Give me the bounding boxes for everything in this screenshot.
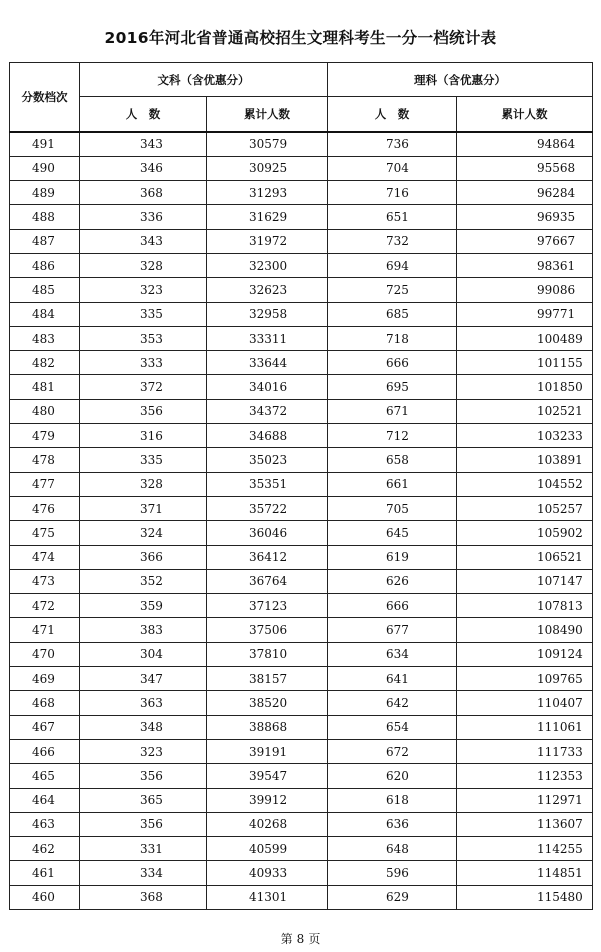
- table-header: [10, 63, 593, 133]
- science-cumulative-cell: 96935: [457, 205, 593, 229]
- science-count-cell: 725: [328, 278, 457, 302]
- arts-count-cell: 356: [80, 399, 207, 423]
- table-row: [10, 861, 593, 885]
- science-count-cell: 704: [328, 156, 457, 180]
- arts-cumulative-cell: 38868: [207, 715, 328, 739]
- liberal-arts-header: 文科（含优惠分）: [80, 63, 328, 97]
- arts-count-cell: 346: [80, 156, 207, 180]
- science-count-cell: 654: [328, 715, 457, 739]
- arts-count-cell: 371: [80, 496, 207, 520]
- science-cumulative-cell: 99086: [457, 278, 593, 302]
- score-cell: 465: [10, 764, 80, 788]
- arts-count-cell: 328: [80, 472, 207, 496]
- arts-count-cell: 359: [80, 594, 207, 618]
- arts-cumulative-cell: 34688: [207, 424, 328, 448]
- science-count-cell: 694: [328, 253, 457, 277]
- science-cumulative-header: 累计人数: [457, 97, 593, 133]
- science-cumulative-cell: 95568: [457, 156, 593, 180]
- table-row: [10, 253, 593, 277]
- score-cell: 464: [10, 788, 80, 812]
- table-row: [10, 448, 593, 472]
- science-header: 理科（含优惠分）: [328, 63, 593, 97]
- science-count-cell: 648: [328, 837, 457, 861]
- footer-suffix: 页: [308, 932, 321, 946]
- table-row: [10, 642, 593, 666]
- table-row: [10, 788, 593, 812]
- arts-cumulative-cell: 37810: [207, 642, 328, 666]
- science-count-header: 人 数: [328, 97, 457, 133]
- score-distribution-table: [9, 62, 593, 910]
- science-cumulative-cell: 101155: [457, 351, 593, 375]
- table-row: [10, 472, 593, 496]
- arts-count-cell: 328: [80, 253, 207, 277]
- score-cell: 478: [10, 448, 80, 472]
- table-row: [10, 375, 593, 399]
- score-cell: 487: [10, 229, 80, 253]
- arts-cumulative-cell: 36046: [207, 521, 328, 545]
- arts-cumulative-cell: 40933: [207, 861, 328, 885]
- arts-count-cell: 356: [80, 812, 207, 836]
- arts-cumulative-cell: 35351: [207, 472, 328, 496]
- score-cell: 476: [10, 496, 80, 520]
- arts-cumulative-cell: 31629: [207, 205, 328, 229]
- score-cell: 479: [10, 424, 80, 448]
- arts-count-cell: 316: [80, 424, 207, 448]
- science-cumulative-cell: 110407: [457, 691, 593, 715]
- score-cell: 477: [10, 472, 80, 496]
- science-cumulative-cell: 104552: [457, 472, 593, 496]
- science-cumulative-cell: 97667: [457, 229, 593, 253]
- science-count-cell: 619: [328, 545, 457, 569]
- science-cumulative-cell: 103233: [457, 424, 593, 448]
- science-cumulative-cell: 113607: [457, 812, 593, 836]
- table-row: [10, 399, 593, 423]
- arts-cumulative-cell: 41301: [207, 885, 328, 909]
- science-count-cell: 671: [328, 399, 457, 423]
- arts-count-cell: 348: [80, 715, 207, 739]
- science-cumulative-cell: 101850: [457, 375, 593, 399]
- science-cumulative-cell: 106521: [457, 545, 593, 569]
- arts-cumulative-cell: 35722: [207, 496, 328, 520]
- science-cumulative-cell: 109765: [457, 667, 593, 691]
- science-cumulative-cell: 107813: [457, 594, 593, 618]
- science-count-cell: 596: [328, 861, 457, 885]
- score-cell: 483: [10, 326, 80, 350]
- arts-count-cell: 368: [80, 181, 207, 205]
- score-cell: 460: [10, 885, 80, 909]
- arts-count-cell: 366: [80, 545, 207, 569]
- table-row: [10, 351, 593, 375]
- science-cumulative-cell: 112353: [457, 764, 593, 788]
- table-row: [10, 715, 593, 739]
- table-row: [10, 545, 593, 569]
- arts-cumulative-cell: 34372: [207, 399, 328, 423]
- score-cell: 468: [10, 691, 80, 715]
- score-cell: 470: [10, 642, 80, 666]
- score-cell: 480: [10, 399, 80, 423]
- footer-prefix: 第: [280, 932, 293, 946]
- science-count-cell: 618: [328, 788, 457, 812]
- table-row: [10, 278, 593, 302]
- score-cell: 490: [10, 156, 80, 180]
- arts-count-cell: 347: [80, 667, 207, 691]
- table-row: [10, 424, 593, 448]
- science-count-cell: 666: [328, 351, 457, 375]
- arts-cumulative-cell: 37123: [207, 594, 328, 618]
- score-cell: 484: [10, 302, 80, 326]
- arts-count-cell: 334: [80, 861, 207, 885]
- arts-cumulative-cell: 30579: [207, 132, 328, 156]
- table-body: [10, 132, 593, 910]
- score-cell: 491: [10, 132, 80, 156]
- arts-count-cell: 343: [80, 132, 207, 156]
- table-row: [10, 521, 593, 545]
- science-cumulative-cell: 111733: [457, 739, 593, 763]
- table-row: [10, 181, 593, 205]
- arts-cumulative-cell: 33644: [207, 351, 328, 375]
- arts-cumulative-cell: 36764: [207, 569, 328, 593]
- science-cumulative-cell: 96284: [457, 181, 593, 205]
- table-row: [10, 618, 593, 642]
- arts-cumulative-cell: 39191: [207, 739, 328, 763]
- arts-cumulative-cell: 36412: [207, 545, 328, 569]
- score-cell: 488: [10, 205, 80, 229]
- science-count-cell: 672: [328, 739, 457, 763]
- science-cumulative-cell: 107147: [457, 569, 593, 593]
- science-count-cell: 666: [328, 594, 457, 618]
- arts-count-cell: 356: [80, 764, 207, 788]
- science-count-cell: 695: [328, 375, 457, 399]
- science-count-cell: 705: [328, 496, 457, 520]
- science-cumulative-cell: 105902: [457, 521, 593, 545]
- table-row: [10, 205, 593, 229]
- table-row: [10, 132, 593, 156]
- score-cell: 466: [10, 739, 80, 763]
- arts-cumulative-cell: 31293: [207, 181, 328, 205]
- table-row: [10, 326, 593, 350]
- arts-cumulative-header: 累计人数: [207, 97, 328, 133]
- arts-count-cell: 323: [80, 739, 207, 763]
- arts-count-cell: 383: [80, 618, 207, 642]
- science-count-cell: 629: [328, 885, 457, 909]
- arts-cumulative-cell: 40268: [207, 812, 328, 836]
- arts-cumulative-cell: 33311: [207, 326, 328, 350]
- table-row: [10, 496, 593, 520]
- science-cumulative-cell: 99771: [457, 302, 593, 326]
- science-cumulative-cell: 111061: [457, 715, 593, 739]
- table-row: [10, 594, 593, 618]
- score-cell: 485: [10, 278, 80, 302]
- arts-count-cell: 336: [80, 205, 207, 229]
- science-count-cell: 718: [328, 326, 457, 350]
- table-row: [10, 156, 593, 180]
- science-count-cell: 685: [328, 302, 457, 326]
- science-cumulative-cell: 108490: [457, 618, 593, 642]
- science-cumulative-cell: 103891: [457, 448, 593, 472]
- science-cumulative-cell: 114851: [457, 861, 593, 885]
- science-count-cell: 642: [328, 691, 457, 715]
- science-count-cell: 658: [328, 448, 457, 472]
- score-cell: 474: [10, 545, 80, 569]
- score-cell: 481: [10, 375, 80, 399]
- score-cell: 467: [10, 715, 80, 739]
- score-cell: 461: [10, 861, 80, 885]
- arts-cumulative-cell: 39912: [207, 788, 328, 812]
- page-footer: [0, 930, 601, 947]
- science-count-cell: 651: [328, 205, 457, 229]
- arts-cumulative-cell: 32958: [207, 302, 328, 326]
- arts-cumulative-cell: 39547: [207, 764, 328, 788]
- score-cell: 486: [10, 253, 80, 277]
- science-cumulative-cell: 112971: [457, 788, 593, 812]
- table-row: [10, 569, 593, 593]
- arts-cumulative-cell: 32623: [207, 278, 328, 302]
- score-cell: 473: [10, 569, 80, 593]
- table-row: [10, 229, 593, 253]
- science-count-cell: 661: [328, 472, 457, 496]
- science-cumulative-cell: 98361: [457, 253, 593, 277]
- arts-count-cell: 335: [80, 302, 207, 326]
- science-count-cell: 712: [328, 424, 457, 448]
- arts-count-cell: 324: [80, 521, 207, 545]
- arts-count-header: 人 数: [80, 97, 207, 133]
- arts-count-cell: 365: [80, 788, 207, 812]
- table-row: [10, 691, 593, 715]
- science-count-cell: 641: [328, 667, 457, 691]
- science-count-cell: 677: [328, 618, 457, 642]
- score-cell: 482: [10, 351, 80, 375]
- arts-count-cell: 368: [80, 885, 207, 909]
- arts-cumulative-cell: 34016: [207, 375, 328, 399]
- arts-count-cell: 372: [80, 375, 207, 399]
- table-row: [10, 302, 593, 326]
- arts-cumulative-cell: 40599: [207, 837, 328, 861]
- arts-count-cell: 363: [80, 691, 207, 715]
- score-cell: 462: [10, 837, 80, 861]
- science-cumulative-cell: 114255: [457, 837, 593, 861]
- arts-count-cell: 333: [80, 351, 207, 375]
- page-number: 8: [296, 932, 305, 946]
- arts-count-cell: 343: [80, 229, 207, 253]
- page-title: 2016年河北省普通高校招生文理科考生一分一档统计表: [104, 29, 497, 47]
- arts-cumulative-cell: 37506: [207, 618, 328, 642]
- arts-cumulative-cell: 32300: [207, 253, 328, 277]
- score-column-header: 分数档次: [10, 63, 80, 133]
- science-count-cell: 736: [328, 132, 457, 156]
- score-cell: 475: [10, 521, 80, 545]
- science-count-cell: 626: [328, 569, 457, 593]
- arts-count-cell: 323: [80, 278, 207, 302]
- science-cumulative-cell: 115480: [457, 885, 593, 909]
- science-cumulative-cell: 102521: [457, 399, 593, 423]
- table-row: [10, 764, 593, 788]
- science-count-cell: 636: [328, 812, 457, 836]
- science-cumulative-cell: 100489: [457, 326, 593, 350]
- science-count-cell: 645: [328, 521, 457, 545]
- science-cumulative-cell: 94864: [457, 132, 593, 156]
- arts-count-cell: 353: [80, 326, 207, 350]
- score-cell: 469: [10, 667, 80, 691]
- science-count-cell: 620: [328, 764, 457, 788]
- arts-cumulative-cell: 35023: [207, 448, 328, 472]
- science-count-cell: 634: [328, 642, 457, 666]
- table-row: [10, 837, 593, 861]
- science-cumulative-cell: 105257: [457, 496, 593, 520]
- arts-cumulative-cell: 30925: [207, 156, 328, 180]
- table-row: [10, 667, 593, 691]
- table-row: [10, 739, 593, 763]
- score-cell: 471: [10, 618, 80, 642]
- table-row: [10, 885, 593, 909]
- science-count-cell: 732: [328, 229, 457, 253]
- arts-cumulative-cell: 38520: [207, 691, 328, 715]
- science-count-cell: 716: [328, 181, 457, 205]
- arts-count-cell: 352: [80, 569, 207, 593]
- science-cumulative-cell: 109124: [457, 642, 593, 666]
- score-cell: 489: [10, 181, 80, 205]
- arts-cumulative-cell: 38157: [207, 667, 328, 691]
- arts-count-cell: 304: [80, 642, 207, 666]
- arts-cumulative-cell: 31972: [207, 229, 328, 253]
- arts-count-cell: 331: [80, 837, 207, 861]
- score-cell: 472: [10, 594, 80, 618]
- arts-count-cell: 335: [80, 448, 207, 472]
- score-cell: 463: [10, 812, 80, 836]
- table-row: [10, 812, 593, 836]
